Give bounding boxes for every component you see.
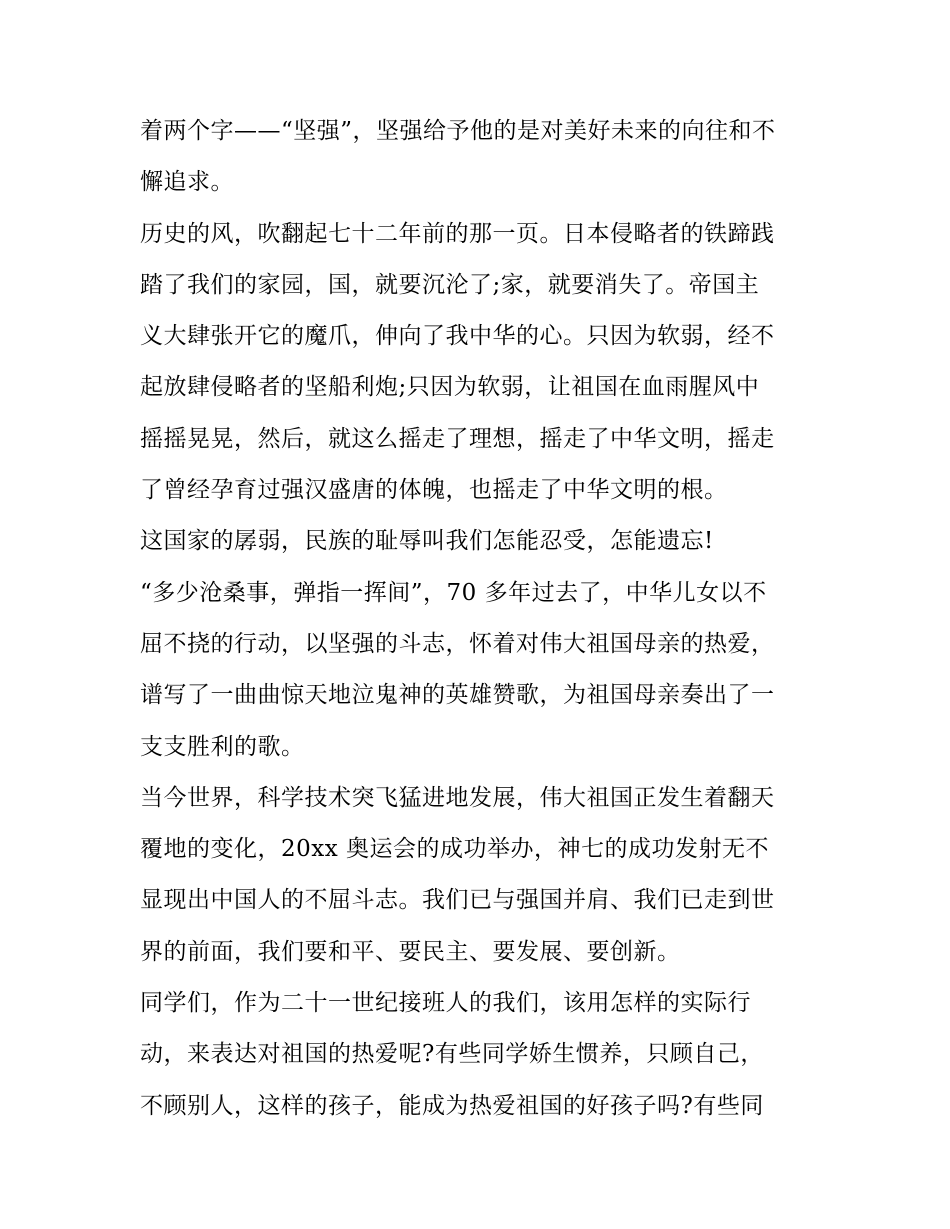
- text-line: 懈追求。: [140, 169, 234, 196]
- text-line: 屈不挠的行动，以坚强的斗志，怀着对伟大祖国母亲的热爱，: [140, 630, 775, 657]
- document-body: [140, 106, 820, 1132]
- text-line: 显现出中国人的不屈斗志。我们已与强国并肩、我们已走到世: [140, 887, 775, 914]
- text-line: 这国家的孱弱，民族的耻辱叫我们怎能忍受，怎能遗忘!: [140, 528, 714, 555]
- text-line: 动，来表达对祖国的热爱呢?有些同学娇生惯养，只顾自己，: [140, 1041, 764, 1068]
- text-line: 起放肆侵略者的坚船利炮;只因为软弱，让祖国在血雨腥风中: [140, 374, 760, 401]
- text-line: 不顾别人，这样的孩子，能成为热爱祖国的好孩子吗?有些同: [140, 1092, 764, 1119]
- text-line: 踏了我们的家园，国，就要沉沦了;家，就要消失了。帝国主: [140, 271, 760, 298]
- text-line: 支支胜利的歌。: [140, 733, 305, 760]
- text-line: 界的前面，我们要和平、要民主、要发展、要创新。: [140, 938, 681, 965]
- text-line: 了曾经孕育过强汉盛唐的体魄，也摇走了中华文明的根。: [140, 477, 728, 504]
- text-line: 当今世界，科学技术突飞猛进地发展，伟大祖国正发生着翻天: [140, 784, 775, 811]
- text-line: 同学们，作为二十一世纪接班人的我们，该用怎样的实际行: [140, 990, 751, 1017]
- text-line: 覆地的变化，20xx 奥运会的成功举办，神七的成功发射无不: [140, 836, 770, 863]
- text-line: 着两个字——“坚强”，坚强给予他的是对美好未来的向往和不: [140, 118, 776, 144]
- text-line: “多少沧桑事，弹指一挥间”，70 多年过去了，中华儿女以不: [140, 579, 767, 606]
- text-line: 摇摇晃晃，然后，就这么摇走了理想，摇走了中华文明，摇走: [140, 425, 775, 452]
- text-line: 谱写了一曲曲惊天地泣鬼神的英雄赞歌，为祖国母亲奏出了一: [140, 682, 775, 709]
- text-line: 历史的风，吹翻起七十二年前的那一页。日本侵略者的铁蹄践: [140, 220, 775, 247]
- text-line: 义大肆张开它的魔爪，伸向了我中华的心。只因为软弱，经不: [140, 323, 775, 350]
